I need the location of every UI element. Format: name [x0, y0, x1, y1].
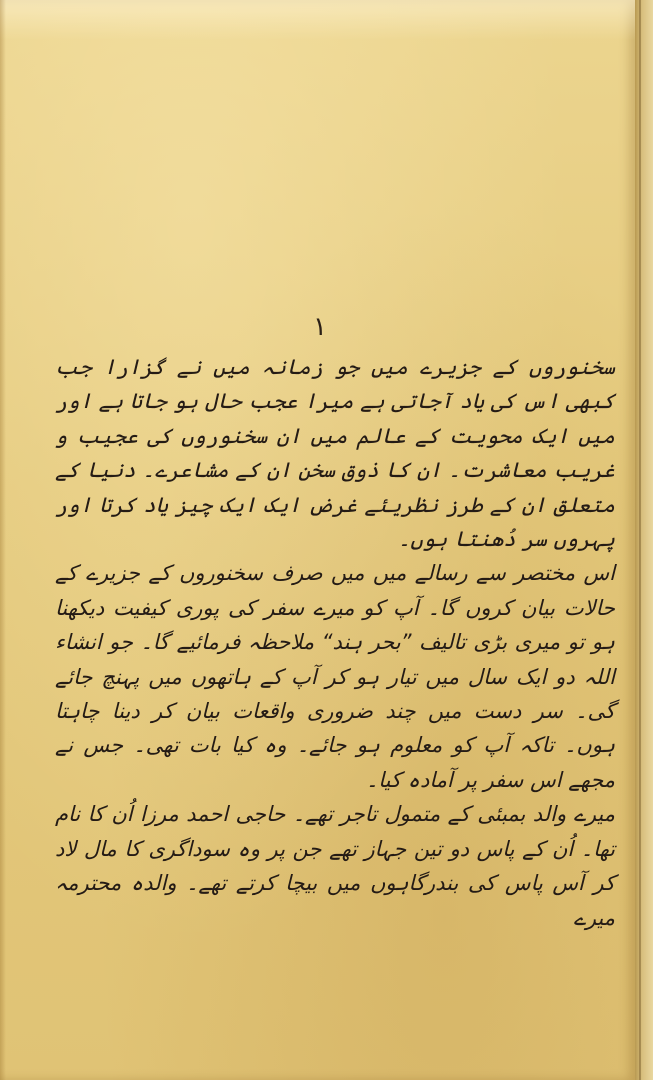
- page-number: ۱: [313, 312, 327, 342]
- paragraph-1: سخنوروں کے جزیرے میں جو زمانہ میں نے گزارا جب کبھی اس کی یاد آجاتی ہے میرا عجب حال ہو جاتا ہے اور میں ایک محویت کے عالم میں ان سخنوروں کی عجیب و غریب معاشرت۔ ان کا ذوق سخن ان کے مشاعرے۔ دنیا کے متعلق ان کے طرز نظریئے غرض ایک ایک چیز یاد کرتا اور پہروں سر دُھنتا ہوں۔: [55, 355, 615, 552]
- binding-shadow: [639, 0, 641, 1080]
- page-left-edge: [0, 0, 6, 1080]
- paper-stain: [0, 0, 635, 40]
- binding-edge: [635, 0, 653, 1080]
- body-text: [55, 350, 615, 935]
- paragraph-2: اس مختصر سے رسالے میں میں صرف سخنوروں کے جزیرے کے حالات بیان کروں گا۔ آپ کو میرے سفر کی پوری کیفیت دیکھنا ہو تو میری بڑی تالیف ”بحر ہند“ ملاحظہ فرمائیے گا۔ جو انشاء اللہ دو ایک سال میں تیار ہو کر آپ کے ہاتھوں میں پہنچ جائے گی۔ سر دست میں چند ضروری واقعات بیان کر دینا چاہتا ہوں۔ تاکہ آپ کو معلوم ہو جائے۔ وہ کیا بات تھی۔ جس نے مجھے اس سفر پر آمادہ کیا۔: [55, 561, 615, 792]
- paragraph-3: میرے والد بمبئی کے متمول تاجر تھے۔ حاجی احمد مرزا اُن کا نام تھا۔ اُن کے پاس دو تین جہاز تھے جن پر وہ سوداگری کا مال لاد کر آس پاس کی بندرگاہوں میں بیچا کرتے تھے۔ والدہ محترمہ میرے: [55, 802, 615, 930]
